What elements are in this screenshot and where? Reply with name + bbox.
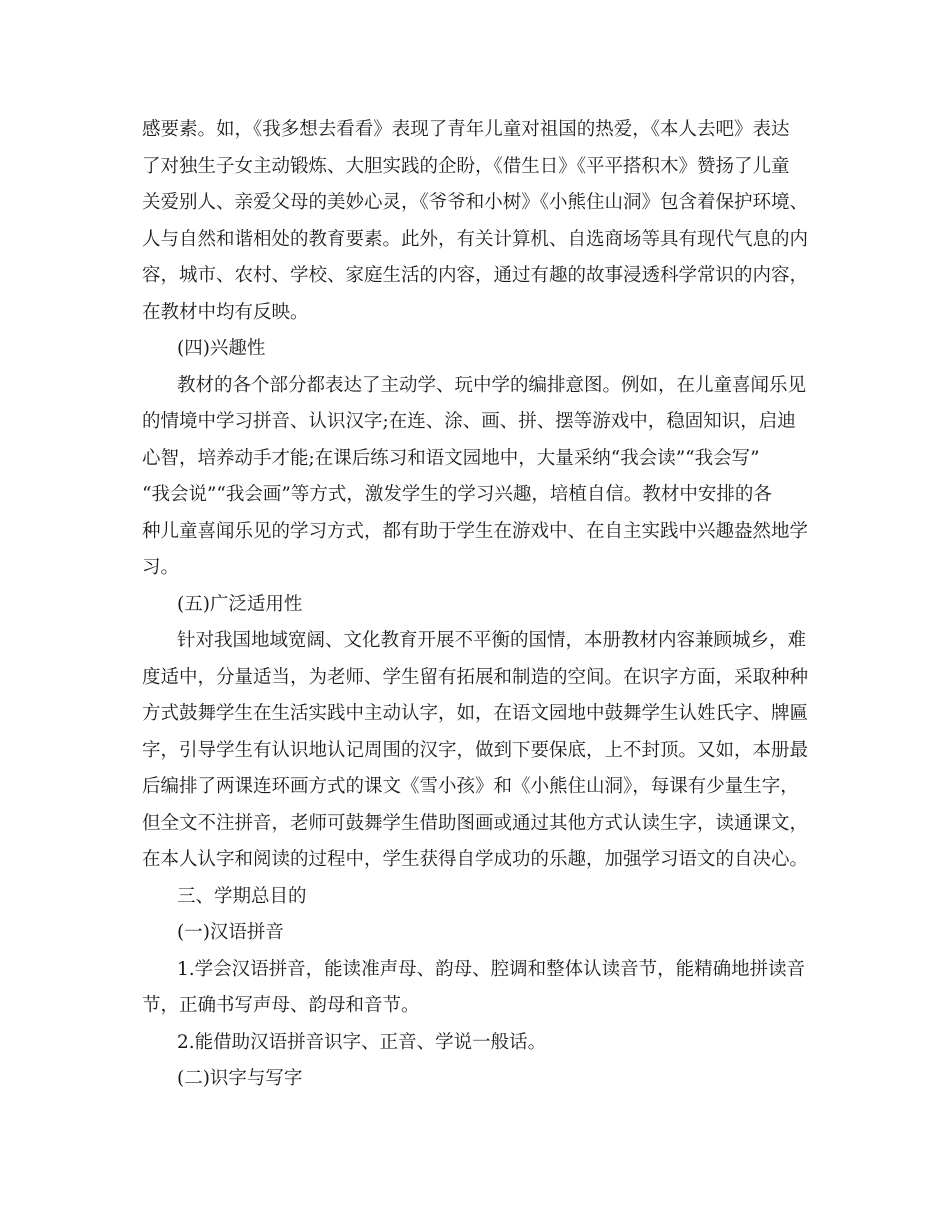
- text-line: 后编排了两课连环画方式的课文《雪小孩》和《小熊住山洞》，每课有少量生字，: [142, 776, 799, 797]
- text-line: 度适中，分量适当，为老师、学生留有拓展和制造的空间。在识字方面，采取种种: [142, 666, 809, 688]
- text-line: (五)广泛适用性: [177, 593, 303, 615]
- text-line: 关爱别人、亲爱父母的美妙心灵，《爷爷和小树》《小熊住山洞》包含着保护环境、: [142, 192, 809, 213]
- text-line: 容，城市、农村、学校、家庭生活的内容，通过有趣的故事浸透科学常识的内容，: [142, 265, 809, 286]
- text-line: 人与自然和谐相处的教育要素。此外，有关计算机、自选商场等具有现代气息的内: [142, 228, 809, 250]
- text-line: 心智，培养动手才能;在课后练习和语文园地中，大量采纳“我会读”“我会写”: [142, 447, 760, 469]
- text-line: 的情境中学习拼音、认识汉字;在连、涂、画、拼、摆等游戏中，稳固知识，启迪: [142, 411, 796, 432]
- text-line: (四)兴趣性: [177, 338, 266, 359]
- document-body: [142, 112, 818, 1098]
- text-line: 感要素。如，《我多想去看看》表现了青年儿童对祖国的热爱，《本人去吧》表达: [142, 119, 790, 140]
- text-line: 种儿童喜闻乐见的学习方式，都有助于学生在游戏中、在自主实践中兴趣盎然地学: [142, 520, 809, 542]
- text-line: 教材的各个部分都表达了主动学、玩中学的编排意图。例如，在儿童喜闻乐见: [177, 374, 807, 396]
- text-line: 字，引导学生有认识地认记周围的汉字，做到下要保底，上不封顶。又如，本册最: [142, 739, 809, 761]
- text-line: 了对独生子女主动锻炼、大胆实践的企盼，《借生日》《平平搭积木》赞扬了儿童: [142, 155, 790, 177]
- text-line: 在本人认字和阅读的过程中，学生获得自学成功的乐趣，加强学习语文的自决心。: [142, 849, 809, 870]
- text-line: 三、学期总目的: [177, 885, 307, 907]
- text-line: 习。: [142, 557, 180, 578]
- text-line: 1.学会汉语拼音，能读准声母、韵母、腔调和整体认读音节，能精确地拼读音: [177, 958, 806, 980]
- text-line: (一)汉语拼音: [177, 922, 284, 943]
- text-line: 方式鼓舞学生在生活实践中主动认字，如，在语文园地中鼓舞学生认姓氏字、牌匾: [142, 703, 809, 724]
- text-line: 2.能借助汉语拼音识字、正音、学说一般话。: [177, 1031, 547, 1053]
- text-line: 在教材中均有反映。: [142, 301, 309, 323]
- text-line: 节，正确书写声母、韵母和音节。: [142, 995, 420, 1016]
- text-line: “我会说”“我会画”等方式，激发学生的学习兴趣，培植自信。教材中安排的各: [142, 484, 772, 505]
- text-line: (二)识字与写字: [177, 1068, 303, 1089]
- text-line: 但全文不注拼音，老师可鼓舞学生借助图画或通过其他方式认读生字，读通课文，: [142, 812, 809, 834]
- text-line: 针对我国地域宽阔、文化教育开展不平衡的国情，本册教材内容兼顾城乡，难: [177, 630, 807, 651]
